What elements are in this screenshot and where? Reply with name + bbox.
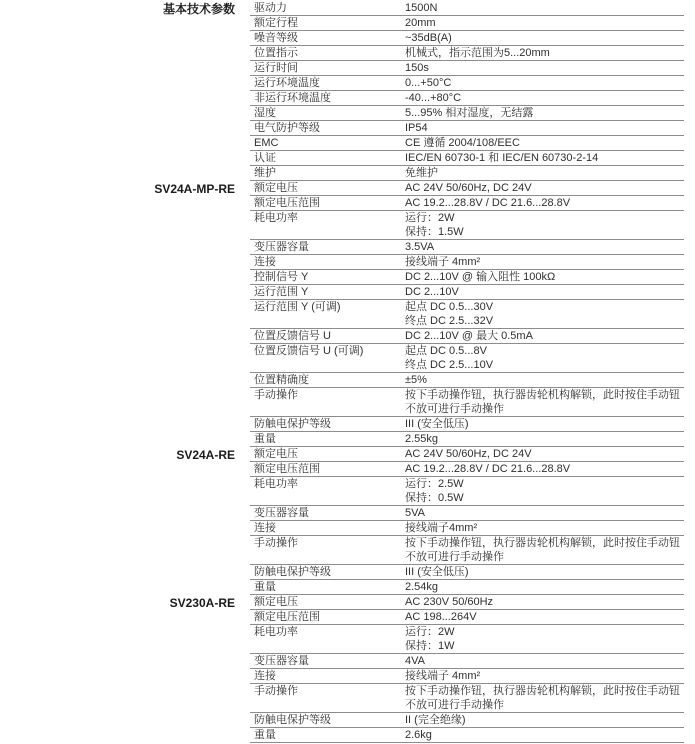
value-line: 免维护 xyxy=(405,167,438,179)
spec-row xyxy=(250,270,684,285)
spec-section xyxy=(0,595,695,743)
value-line: 不放可进行手动操作 xyxy=(405,551,504,563)
param-value xyxy=(403,580,684,594)
value-line: 运行：2W xyxy=(405,212,455,224)
spec-row xyxy=(250,196,684,211)
param-name: 手动操作 xyxy=(254,537,298,549)
param-value xyxy=(403,46,684,60)
param-name: 连接 xyxy=(254,522,276,534)
spec-row xyxy=(250,417,684,432)
spec-row xyxy=(250,166,684,181)
spec-row xyxy=(250,565,684,580)
param-value xyxy=(403,16,684,30)
param-value xyxy=(403,477,684,505)
spec-row xyxy=(250,46,684,61)
value-line: 起点 DC 0.5...8V xyxy=(405,345,487,357)
value-line: AC 230V 50/60Hz xyxy=(405,596,494,608)
param-value xyxy=(403,536,684,564)
param-name: 额定行程 xyxy=(254,17,298,29)
value-line: 保持：0.5W xyxy=(405,492,464,504)
value-line: DC 2...10V @ 最大 0.5mA xyxy=(405,330,533,342)
value-line: DC 2...10V @ 输入阻性 100kΩ xyxy=(405,271,556,283)
param-value xyxy=(403,211,684,239)
param-name: 运行范围 Y xyxy=(254,286,309,298)
param-value xyxy=(403,121,684,135)
spec-row xyxy=(250,91,684,106)
value-line: CE 遵循 2004/108/EEC xyxy=(405,137,520,149)
param-name: 重量 xyxy=(254,433,276,445)
param-value xyxy=(403,270,684,284)
spec-row xyxy=(250,506,684,521)
value-line: III (安全低压) xyxy=(405,566,469,578)
param-value xyxy=(403,136,684,150)
param-name: 位置反馈信号 U (可调) xyxy=(254,345,364,357)
value-line: 4VA xyxy=(405,655,425,667)
spec-row xyxy=(250,654,684,669)
param-value xyxy=(403,373,684,387)
value-line: AC 24V 50/60Hz, DC 24V xyxy=(405,448,532,460)
param-name: 电气防护等级 xyxy=(254,122,320,134)
spec-row xyxy=(250,300,684,329)
spec-row xyxy=(250,211,684,240)
section-label: SV24A-MP-RE xyxy=(154,182,235,196)
param-name: 重量 xyxy=(254,729,276,741)
value-line: 2.55kg xyxy=(405,433,439,445)
param-value xyxy=(403,181,684,195)
param-name: 维护 xyxy=(254,167,276,179)
spec-row xyxy=(250,388,684,417)
param-name: 耗电功率 xyxy=(254,626,298,638)
spec-row xyxy=(250,447,684,462)
param-value xyxy=(403,196,684,210)
param-value xyxy=(403,669,684,683)
param-name: 噪音等级 xyxy=(254,32,298,44)
param-name: 认证 xyxy=(254,152,276,164)
param-value xyxy=(403,462,684,476)
value-line: 机械式，指示范围为5...20mm xyxy=(405,47,550,59)
value-line: IEC/EN 60730-1 和 IEC/EN 60730-2-14 xyxy=(405,152,599,164)
value-line: 按下手动操作钮，执行器齿轮机构解锁，此时按住手动钮 xyxy=(405,389,680,401)
param-name: 防触电保护等级 xyxy=(254,418,331,430)
spec-row xyxy=(250,136,684,151)
spec-row xyxy=(250,76,684,91)
param-name: 耗电功率 xyxy=(254,478,298,490)
section-rows xyxy=(250,447,695,595)
param-value xyxy=(403,61,684,75)
param-name: 耗电功率 xyxy=(254,212,298,224)
param-value xyxy=(403,300,684,328)
param-name: 位置精确度 xyxy=(254,374,309,386)
spec-row xyxy=(250,106,684,121)
param-name: 重量 xyxy=(254,581,276,593)
value-line: 2.6kg xyxy=(405,729,432,741)
spec-row xyxy=(250,477,684,506)
param-name: 运行范围 Y (可调) xyxy=(254,301,341,313)
spec-row xyxy=(250,728,684,743)
section-label: SV230A-RE xyxy=(169,596,235,610)
param-name: 控制信号 Y xyxy=(254,271,309,283)
param-name: 防触电保护等级 xyxy=(254,714,331,726)
value-line: 按下手动操作钮，执行器齿轮机构解锁，此时按住手动钮 xyxy=(405,537,680,549)
param-value xyxy=(403,388,684,416)
value-line: 接线端子 4mm² xyxy=(405,256,481,268)
param-name: 变压器容量 xyxy=(254,655,309,667)
section-label: 基本技术参数 xyxy=(162,2,235,16)
param-value xyxy=(403,506,684,520)
param-value xyxy=(403,76,684,90)
spec-row xyxy=(250,536,684,565)
value-line: 20mm xyxy=(405,17,436,29)
spec-row xyxy=(250,521,684,536)
param-value xyxy=(403,713,684,727)
value-line: 不放可进行手动操作 xyxy=(405,699,504,711)
param-value xyxy=(403,166,684,180)
value-line: AC 24V 50/60Hz, DC 24V xyxy=(405,182,532,194)
param-name: 额定电压范围 xyxy=(254,463,320,475)
param-value xyxy=(403,521,684,535)
value-line: ±5% xyxy=(405,374,427,386)
spec-row xyxy=(250,595,684,610)
param-name: 连接 xyxy=(254,670,276,682)
spec-row xyxy=(250,181,684,196)
spec-row xyxy=(250,121,684,136)
value-line: 1500N xyxy=(405,2,438,14)
spec-row xyxy=(250,432,684,447)
value-line: AC 19.2...28.8V / DC 21.6...28.8V xyxy=(405,197,571,209)
param-name: 额定电压 xyxy=(254,182,298,194)
param-name: 额定电压 xyxy=(254,596,298,608)
param-name: 变压器容量 xyxy=(254,241,309,253)
param-value xyxy=(403,432,684,446)
spec-section xyxy=(0,1,695,181)
param-name: 手动操作 xyxy=(254,389,298,401)
param-value xyxy=(403,285,684,299)
param-value xyxy=(403,1,684,15)
value-line: AC 198...264V xyxy=(405,611,477,623)
value-line: 运行：2.5W xyxy=(405,478,464,490)
value-line: IP54 xyxy=(405,122,428,134)
spec-row xyxy=(250,151,684,166)
section-rows xyxy=(250,595,695,743)
param-name: 非运行环境温度 xyxy=(254,92,331,104)
value-line: -40...+80°C xyxy=(405,92,462,104)
spec-row xyxy=(250,61,684,76)
section-rows xyxy=(250,181,695,447)
value-line: 终点 DC 2.5...32V xyxy=(405,315,494,327)
param-name: 变压器容量 xyxy=(254,507,309,519)
spec-row xyxy=(250,31,684,46)
value-line: 保持：1.5W xyxy=(405,226,464,238)
param-name: 运行时间 xyxy=(254,62,298,74)
spec-row xyxy=(250,373,684,388)
param-value xyxy=(403,610,684,624)
param-value xyxy=(403,625,684,653)
spec-row xyxy=(250,462,684,477)
value-line: 3.5VA xyxy=(405,241,435,253)
param-value xyxy=(403,151,684,165)
param-value xyxy=(403,106,684,120)
spec-row xyxy=(250,669,684,684)
value-line: 5VA xyxy=(405,507,425,519)
spec-row xyxy=(250,625,684,654)
value-line: DC 2...10V xyxy=(405,286,459,298)
spec-row xyxy=(250,344,684,373)
spec-row xyxy=(250,255,684,270)
param-value xyxy=(403,654,684,668)
value-line: ~35dB(A) xyxy=(405,32,452,44)
param-name: 运行环境温度 xyxy=(254,77,320,89)
param-name: 额定电压范围 xyxy=(254,197,320,209)
value-line: II (完全绝缘) xyxy=(405,714,466,726)
spec-section xyxy=(0,447,695,595)
spec-row xyxy=(250,610,684,625)
param-name: 位置反馈信号 U xyxy=(254,330,331,342)
param-name: EMC xyxy=(254,137,279,149)
param-value xyxy=(403,565,684,579)
spec-row xyxy=(250,329,684,344)
spec-row xyxy=(250,16,684,31)
spec-row xyxy=(250,240,684,255)
spec-section xyxy=(0,181,695,447)
value-line: 接线端子 4mm² xyxy=(405,670,481,682)
spec-row xyxy=(250,713,684,728)
param-value xyxy=(403,91,684,105)
value-line: 0...+50°C xyxy=(405,77,452,89)
spec-row xyxy=(250,684,684,713)
value-line: 5...95% 相对湿度，无结露 xyxy=(405,107,534,119)
param-name: 防触电保护等级 xyxy=(254,566,331,578)
value-line: 运行：2W xyxy=(405,626,455,638)
param-value xyxy=(403,447,684,461)
param-value xyxy=(403,31,684,45)
value-line: 起点 DC 0.5...30V xyxy=(405,301,494,313)
param-name: 连接 xyxy=(254,256,276,268)
section-label: SV24A-RE xyxy=(176,448,235,462)
param-value xyxy=(403,329,684,343)
value-line: 150s xyxy=(405,62,429,74)
param-name: 额定电压 xyxy=(254,448,298,460)
spec-row xyxy=(250,285,684,300)
param-value xyxy=(403,344,684,372)
param-value xyxy=(403,595,684,609)
param-value xyxy=(403,417,684,431)
value-line: AC 19.2...28.8V / DC 21.6...28.8V xyxy=(405,463,571,475)
value-line: 不放可进行手动操作 xyxy=(405,403,504,415)
param-name: 手动操作 xyxy=(254,685,298,697)
param-name: 驱动力 xyxy=(254,2,287,14)
value-line: III (安全低压) xyxy=(405,418,469,430)
param-value xyxy=(403,684,684,712)
value-line: 按下手动操作钮，执行器齿轮机构解锁，此时按住手动钮 xyxy=(405,685,680,697)
param-name: 额定电压范围 xyxy=(254,611,320,623)
param-value xyxy=(403,255,684,269)
param-name: 湿度 xyxy=(254,107,276,119)
value-line: 接线端子4mm² xyxy=(405,522,478,534)
param-value xyxy=(403,240,684,254)
param-name: 位置指示 xyxy=(254,47,298,59)
spec-row xyxy=(250,1,684,16)
value-line: 终点 DC 2.5...10V xyxy=(405,359,494,371)
section-rows xyxy=(250,1,695,181)
value-line: 保持：1W xyxy=(405,640,455,652)
value-line: 2.54kg xyxy=(405,581,439,593)
spec-row xyxy=(250,580,684,595)
param-value xyxy=(403,728,684,742)
